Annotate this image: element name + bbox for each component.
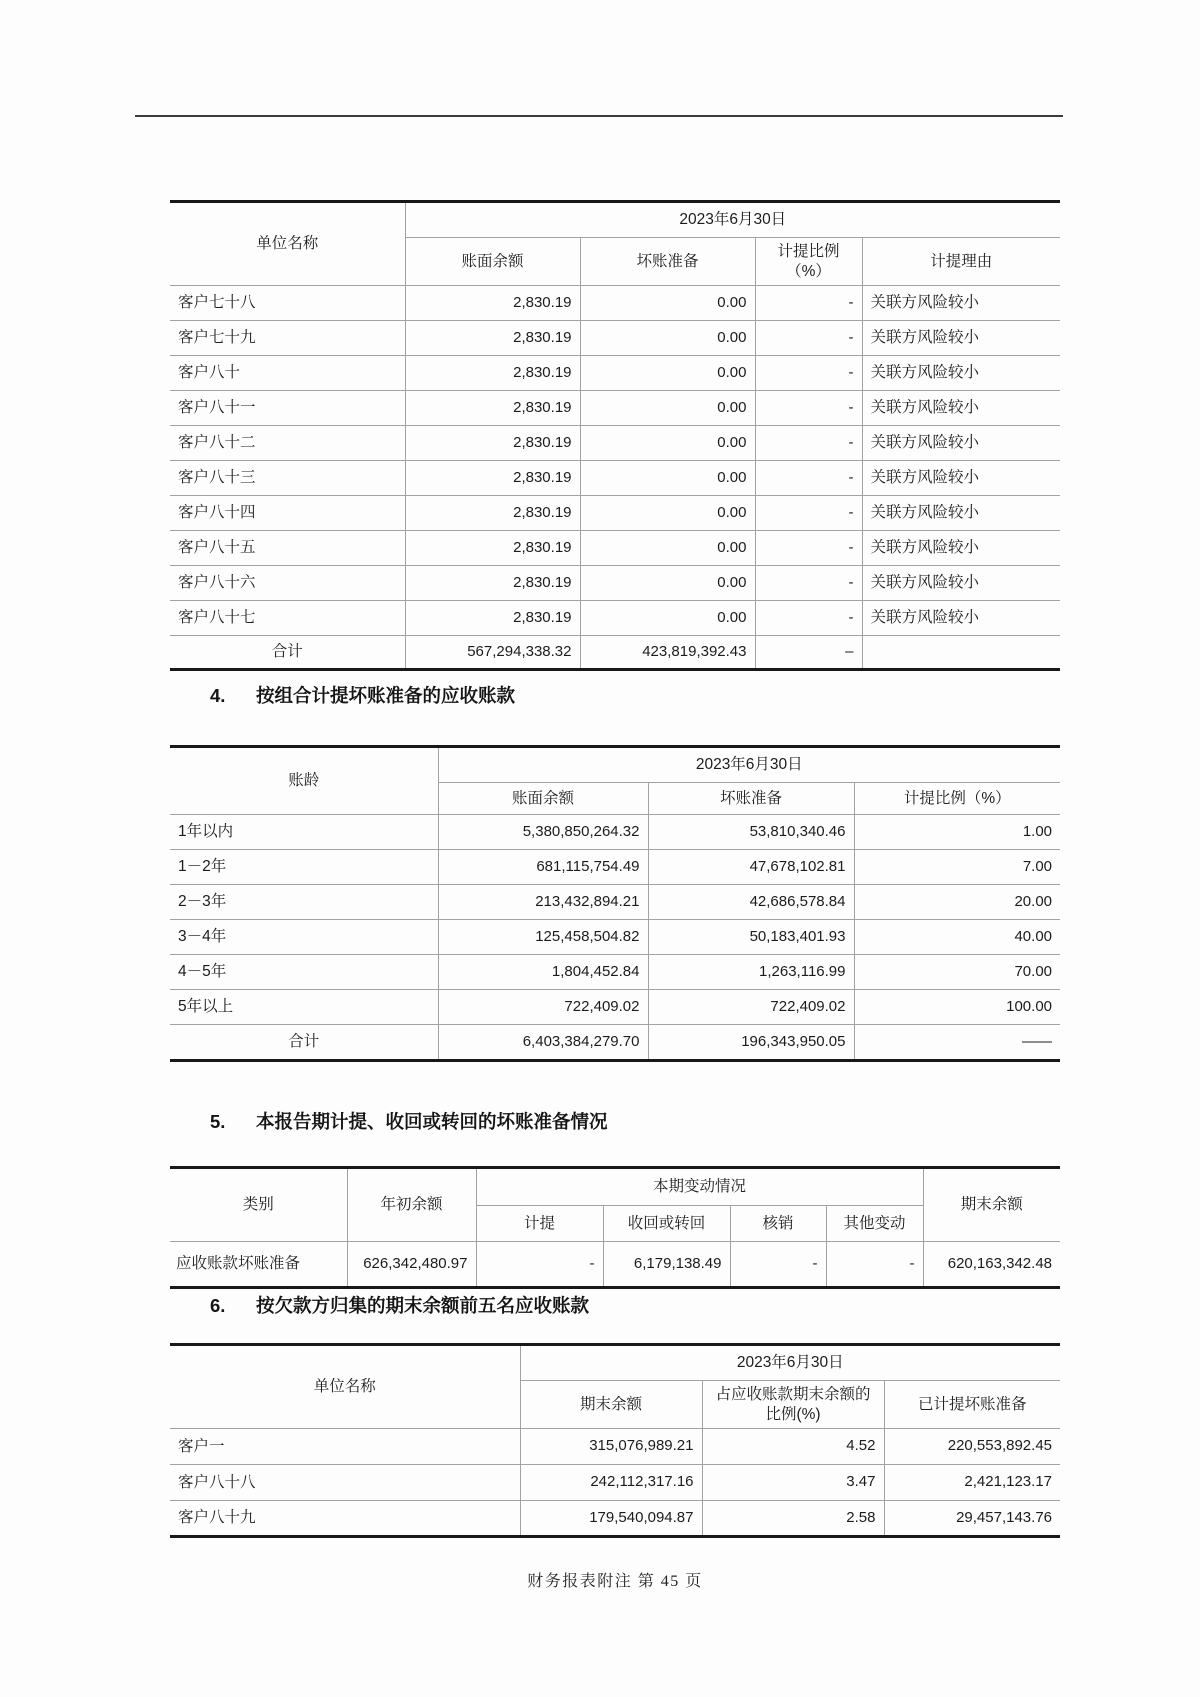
reason-cell: 关联方风险较小: [862, 286, 1060, 321]
opening-balance-cell: 626,342,480.97: [347, 1242, 476, 1288]
row-label: 客户八十: [170, 356, 405, 391]
table-row: [170, 531, 1060, 566]
row-label: 客户八十九: [170, 1501, 520, 1537]
col-header-date: 2023年6月30日: [520, 1345, 1060, 1381]
accrual-cell: -: [476, 1242, 603, 1288]
ratio-cell: -: [755, 461, 862, 496]
reason-cell: 关联方风险较小: [862, 566, 1060, 601]
pct-cell: 3.47: [702, 1465, 884, 1501]
top5-receivables-table: [170, 1343, 1060, 1538]
col-header-opening-balance: 年初余额: [347, 1168, 476, 1242]
reason-cell: 关联方风险较小: [862, 601, 1060, 636]
row-label: 客户八十一: [170, 391, 405, 426]
provision-cell: 220,553,892.45: [884, 1429, 1060, 1465]
table-row: [170, 601, 1060, 636]
col-header-unit-name: 单位名称: [170, 1345, 520, 1429]
col-header-closing-balance: 期末余额: [520, 1381, 702, 1429]
pct-cell: 2.58: [702, 1501, 884, 1537]
col-header-other-change: 其他变动: [826, 1206, 923, 1242]
row-label: 客户一: [170, 1429, 520, 1465]
row-label: 客户八十七: [170, 601, 405, 636]
total-balance-cell: 567,294,338.32: [405, 636, 580, 670]
page-footer: 财务报表附注 第 45 页: [527, 1573, 703, 1590]
provision-cell: 1,263,116.99: [648, 955, 854, 990]
provision-cell: 0.00: [580, 496, 755, 531]
col-header-period-movement: 本期变动情况: [476, 1168, 923, 1206]
closing-balance-cell: 179,540,094.87: [520, 1501, 702, 1537]
table-row: [170, 566, 1060, 601]
balance-cell: 681,115,754.49: [438, 850, 648, 885]
table-row: [170, 356, 1060, 391]
col-header-category: 类别: [170, 1168, 347, 1242]
row-label: 应收账款坏账准备: [170, 1242, 347, 1288]
balance-cell: 2,830.19: [405, 321, 580, 356]
reason-cell: 关联方风险较小: [862, 426, 1060, 461]
col-header-unit-name: 单位名称: [170, 202, 405, 286]
provision-cell: 0.00: [580, 531, 755, 566]
row-label: 客户八十八: [170, 1465, 520, 1501]
section-title: 本报告期计提、收回或转回的坏账准备情况: [256, 1111, 608, 1132]
ratio-cell: 70.00: [854, 955, 1060, 990]
reason-cell: 关联方风险较小: [862, 531, 1060, 566]
balance-cell: 2,830.19: [405, 286, 580, 321]
total-reason-cell: [862, 636, 1060, 670]
closing-balance-cell: 315,076,989.21: [520, 1429, 702, 1465]
table-row: [170, 885, 1060, 920]
provision-cell: 0.00: [580, 286, 755, 321]
provision-cell: 0.00: [580, 566, 755, 601]
recovery-cell: 6,179,138.49: [603, 1242, 730, 1288]
col-header-recovery: 收回或转回: [603, 1206, 730, 1242]
row-label: 3－4年: [170, 920, 438, 955]
table-row: [170, 815, 1060, 850]
related-party-receivables-table: [170, 200, 1060, 671]
section-number: 6.: [210, 1295, 226, 1316]
aging-portfolio-table: [170, 745, 1060, 1062]
ratio-cell: 7.00: [854, 850, 1060, 885]
reason-cell: 关联方风险较小: [862, 391, 1060, 426]
section-number: 5.: [210, 1111, 226, 1132]
section-4-heading: [210, 682, 515, 708]
ratio-cell: -: [755, 531, 862, 566]
balance-cell: 2,830.19: [405, 391, 580, 426]
balance-cell: 2,830.19: [405, 601, 580, 636]
row-label: 1－2年: [170, 850, 438, 885]
row-label: 4－5年: [170, 955, 438, 990]
section-title: 按组合计提坏账准备的应收账款: [256, 685, 516, 706]
row-label: 客户七十八: [170, 286, 405, 321]
table-row: [170, 1242, 1060, 1288]
reason-cell: 关联方风险较小: [862, 461, 1060, 496]
col-header-book-balance: 账面余额: [438, 783, 648, 815]
provision-cell: 0.00: [580, 321, 755, 356]
ratio-cell: 40.00: [854, 920, 1060, 955]
table-row: [170, 1429, 1060, 1465]
total-balance-cell: 6,403,384,279.70: [438, 1025, 648, 1061]
section-6-heading: [210, 1292, 589, 1318]
reason-cell: 关联方风险较小: [862, 321, 1060, 356]
table-row: [170, 321, 1060, 356]
total-row: [170, 1025, 1060, 1061]
row-label: 客户八十六: [170, 566, 405, 601]
reason-cell: 关联方风险较小: [862, 496, 1060, 531]
reason-cell: 关联方风险较小: [862, 356, 1060, 391]
closing-balance-cell: 620,163,342.48: [923, 1242, 1060, 1288]
col-header-bad-debt-provision: 坏账准备: [648, 783, 854, 815]
col-header-closing-balance: 期末余额: [923, 1168, 1060, 1242]
provision-cell: 0.00: [580, 601, 755, 636]
provision-cell: 29,457,143.76: [884, 1501, 1060, 1537]
ratio-cell: 1.00: [854, 815, 1060, 850]
col-header-date: 2023年6月30日: [438, 747, 1060, 783]
ratio-cell: -: [755, 321, 862, 356]
balance-cell: 1,804,452.84: [438, 955, 648, 990]
table-row: [170, 990, 1060, 1025]
balance-cell: 2,830.19: [405, 461, 580, 496]
total-provision-cell: 196,343,950.05: [648, 1025, 854, 1061]
table-row: [170, 850, 1060, 885]
section-5-heading: [210, 1108, 608, 1134]
row-label: 客户八十四: [170, 496, 405, 531]
table-row: [170, 461, 1060, 496]
total-ratio-cell: –: [755, 636, 862, 670]
table-row: [170, 496, 1060, 531]
section-title: 按欠款方归集的期末余额前五名应收账款: [256, 1295, 590, 1316]
balance-cell: 5,380,850,264.32: [438, 815, 648, 850]
col-header-accrual: 计提: [476, 1206, 603, 1242]
section-number: 4.: [210, 685, 226, 706]
col-header-provision-ratio: 计提比例（%）: [854, 783, 1060, 815]
ratio-cell: -: [755, 286, 862, 321]
col-header-provision-ratio: 计提比例（%）: [755, 238, 862, 286]
writeoff-cell: -: [730, 1242, 826, 1288]
table-row: [170, 1501, 1060, 1537]
balance-cell: 2,830.19: [405, 356, 580, 391]
provision-cell: 47,678,102.81: [648, 850, 854, 885]
provision-cell: 2,421,123.17: [884, 1465, 1060, 1501]
total-label: 合计: [170, 1025, 438, 1061]
row-label: 客户七十九: [170, 321, 405, 356]
ratio-cell: -: [755, 426, 862, 461]
table-row: [170, 391, 1060, 426]
table-row: [170, 426, 1060, 461]
row-label: 客户八十二: [170, 426, 405, 461]
balance-cell: 722,409.02: [438, 990, 648, 1025]
table-row: [170, 286, 1060, 321]
provision-cell: 42,686,578.84: [648, 885, 854, 920]
total-row: [170, 636, 1060, 670]
provision-cell: 53,810,340.46: [648, 815, 854, 850]
total-label: 合计: [170, 636, 405, 670]
ratio-cell: 100.00: [854, 990, 1060, 1025]
pct-cell: 4.52: [702, 1429, 884, 1465]
provision-cell: 722,409.02: [648, 990, 854, 1025]
ratio-cell: -: [755, 356, 862, 391]
provision-cell: 0.00: [580, 461, 755, 496]
row-label: 1年以内: [170, 815, 438, 850]
col-header-book-balance: 账面余额: [405, 238, 580, 286]
total-ratio-cell: ——: [854, 1025, 1060, 1061]
ratio-cell: -: [755, 601, 862, 636]
closing-balance-cell: 242,112,317.16: [520, 1465, 702, 1501]
balance-cell: 125,458,504.82: [438, 920, 648, 955]
other-change-cell: -: [826, 1242, 923, 1288]
ratio-cell: -: [755, 391, 862, 426]
ratio-cell: 20.00: [854, 885, 1060, 920]
provision-cell: 0.00: [580, 426, 755, 461]
col-header-bad-debt-provision: 坏账准备: [580, 238, 755, 286]
provision-movement-table: [170, 1166, 1060, 1289]
page-header-rule: [135, 115, 1063, 117]
balance-cell: 2,830.19: [405, 566, 580, 601]
row-label: 2－3年: [170, 885, 438, 920]
balance-cell: 2,830.19: [405, 531, 580, 566]
provision-cell: 0.00: [580, 356, 755, 391]
row-label: 5年以上: [170, 990, 438, 1025]
balance-cell: 2,830.19: [405, 426, 580, 461]
ratio-cell: -: [755, 566, 862, 601]
table-row: [170, 955, 1060, 990]
col-header-pct-of-receivables: 占应收账款期末余额的比例(%): [702, 1381, 884, 1429]
ratio-cell: -: [755, 496, 862, 531]
col-header-provision-made: 已计提坏账准备: [884, 1381, 1060, 1429]
table-row: [170, 920, 1060, 955]
provision-cell: 50,183,401.93: [648, 920, 854, 955]
provision-cell: 0.00: [580, 391, 755, 426]
col-header-provision-reason: 计提理由: [862, 238, 1060, 286]
col-header-aging: 账龄: [170, 747, 438, 815]
table-row: [170, 1465, 1060, 1501]
row-label: 客户八十三: [170, 461, 405, 496]
balance-cell: 2,830.19: [405, 496, 580, 531]
total-provision-cell: 423,819,392.43: [580, 636, 755, 670]
balance-cell: 213,432,894.21: [438, 885, 648, 920]
col-header-writeoff: 核销: [730, 1206, 826, 1242]
col-header-date: 2023年6月30日: [405, 202, 1060, 238]
row-label: 客户八十五: [170, 531, 405, 566]
